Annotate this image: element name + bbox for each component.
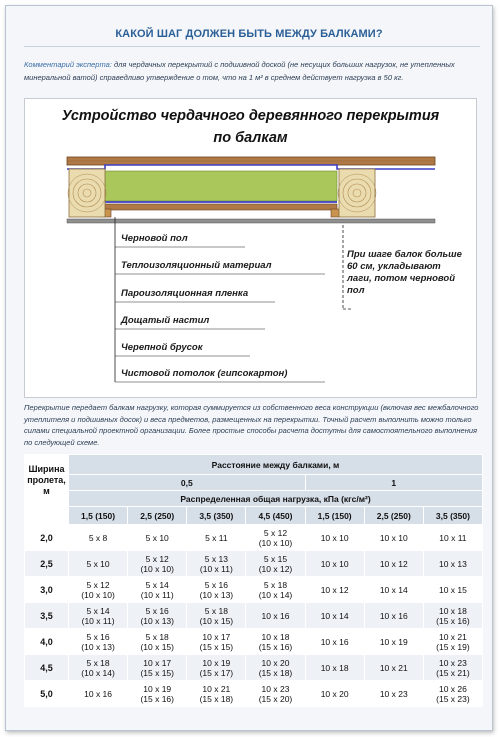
table-cell bbox=[128, 681, 187, 707]
layer-label-insulation: Теплоизоляционный материал bbox=[121, 260, 272, 271]
cell-line: 10 х 14 bbox=[379, 584, 408, 595]
cell-line: 5 х 14 bbox=[145, 579, 169, 590]
table-cell bbox=[128, 551, 187, 577]
cell-line: 5 х 18 bbox=[204, 605, 228, 616]
cell-line: (15 х 18) bbox=[258, 667, 293, 678]
side-note: При шаге балок больше 60 см, укладывают лаги, потом черновой пол bbox=[347, 249, 462, 296]
cell-line: 10 х 17 bbox=[143, 657, 172, 668]
table-cell bbox=[423, 577, 482, 603]
table-cell bbox=[364, 655, 423, 681]
table-cell bbox=[423, 603, 482, 629]
table-cell bbox=[246, 551, 305, 577]
cell-line: 5 х 8 bbox=[88, 532, 108, 543]
cell-line: 10 х 23 bbox=[379, 688, 408, 699]
spacing-header: Расстояние между балками, м bbox=[69, 455, 483, 475]
diagram-title-line2: по балкам bbox=[213, 130, 288, 146]
layer-label-ceiling: Чистовой потолок (гипсокартон) bbox=[121, 368, 288, 379]
load-column-header: 2,5 (250) bbox=[128, 507, 187, 525]
table-cell bbox=[128, 577, 187, 603]
cell-line: (10 х 11) bbox=[81, 615, 115, 626]
table-cell bbox=[364, 681, 423, 707]
layer-label-batten: Черепной брусок bbox=[121, 342, 203, 353]
expert-comment bbox=[24, 59, 484, 84]
table-cell bbox=[128, 655, 187, 681]
cell-line: 5 х 18 bbox=[263, 579, 288, 590]
cell-line: (15 х 19) bbox=[436, 641, 470, 652]
cell-line: 10 х 10 bbox=[320, 558, 349, 569]
page-title: КАКОЙ ШАГ ДОЛЖЕН БЫТЬ МЕЖДУ БАЛКАМИ? bbox=[115, 28, 383, 40]
cell-line: 10 х 15 bbox=[438, 584, 467, 595]
table-cell bbox=[423, 629, 482, 655]
cell-line: (10 х 12) bbox=[258, 563, 293, 574]
cell-line: 5 х 16 bbox=[86, 631, 110, 642]
table-cell bbox=[423, 551, 482, 577]
layer-label-decking: Дощатый настил bbox=[121, 315, 210, 326]
cell-line: 10 х 21 bbox=[202, 683, 231, 694]
table-cell bbox=[128, 629, 187, 655]
cell-line: 10 х 16 bbox=[320, 636, 349, 647]
cell-line: (15 х 16) bbox=[140, 693, 174, 704]
cell-line: 10 х 16 bbox=[379, 610, 408, 621]
cell-line: 5 х 18 bbox=[145, 631, 169, 642]
cell-line: 5 х 10 bbox=[145, 532, 169, 543]
cell-line: 10 х 13 bbox=[438, 558, 467, 569]
cell-line: (10 х 13) bbox=[199, 589, 234, 600]
spacing-value-05: 0,5 bbox=[69, 475, 306, 491]
beam-section-table bbox=[24, 454, 483, 707]
table-cell bbox=[364, 525, 423, 551]
load-column-blank bbox=[25, 507, 69, 525]
cell-line: 5 х 16 bbox=[145, 605, 169, 616]
diagram-title-line1: Устройство чердачного деревянного перекрытия bbox=[61, 108, 440, 124]
cell-line: 10 х 16 bbox=[84, 688, 113, 699]
load-header: Распределенная общая нагрузка, кПа (кгс/м²) bbox=[69, 491, 483, 507]
cell-line: (10 х 11) bbox=[199, 563, 233, 574]
table-row bbox=[25, 655, 483, 681]
span-value: 3,0 bbox=[25, 577, 69, 603]
cell-line: 10 х 14 bbox=[320, 610, 349, 621]
cell-line: (15 х 21) bbox=[436, 667, 470, 678]
table-cell bbox=[69, 551, 128, 577]
insulation-layer bbox=[105, 171, 337, 201]
floor-structure-diagram bbox=[24, 98, 477, 398]
table-cell bbox=[305, 629, 364, 655]
table-cell bbox=[246, 629, 305, 655]
table-cell bbox=[305, 577, 364, 603]
table-cell bbox=[187, 603, 246, 629]
table-cell bbox=[246, 577, 305, 603]
span-value: 2,5 bbox=[25, 551, 69, 577]
cell-line: (10 х 15) bbox=[199, 615, 234, 626]
cell-line: 5 х 16 bbox=[204, 579, 228, 590]
table-cell bbox=[187, 551, 246, 577]
table-cell bbox=[187, 655, 246, 681]
cell-line: (15 х 20) bbox=[258, 693, 293, 704]
cell-line: (10 х 14) bbox=[81, 667, 115, 678]
cell-line: 5 х 15 bbox=[263, 553, 288, 564]
cell-line: 10 х 23 bbox=[438, 657, 467, 668]
table-cell bbox=[305, 551, 364, 577]
table-cell bbox=[246, 603, 305, 629]
table-cell bbox=[305, 525, 364, 551]
cell-line: (15 х 16) bbox=[436, 615, 470, 626]
cell-line: 5 х 11 bbox=[205, 532, 228, 543]
cell-line: (15 х 15) bbox=[140, 667, 174, 678]
table-cell bbox=[69, 655, 128, 681]
cell-line: (15 х 17) bbox=[199, 667, 234, 678]
cell-line: (10 х 11) bbox=[140, 589, 174, 600]
cell-line: (10 х 10) bbox=[81, 589, 115, 600]
cell-line: 10 х 18 bbox=[261, 631, 290, 642]
table-row bbox=[25, 551, 483, 577]
load-column-header: 2,5 (250) bbox=[364, 507, 423, 525]
cell-line: 10 х 26 bbox=[438, 683, 467, 694]
table-cell bbox=[246, 525, 305, 551]
table-cell bbox=[187, 525, 246, 551]
cell-line: 10 х 10 bbox=[320, 532, 349, 543]
load-column-header: 1,5 (150) bbox=[69, 507, 128, 525]
table-row bbox=[25, 629, 483, 655]
cell-line: (10 х 10) bbox=[258, 537, 293, 548]
cell-line: 5 х 10 bbox=[86, 558, 110, 569]
cell-line: 10 х 11 bbox=[439, 532, 467, 543]
table-cell bbox=[364, 577, 423, 603]
table-cell bbox=[423, 681, 482, 707]
cell-line: 10 х 21 bbox=[379, 662, 408, 673]
cell-line: 10 х 18 bbox=[320, 662, 349, 673]
cell-line: 10 х 19 bbox=[379, 636, 408, 647]
span-header: Ширина пролета, м bbox=[25, 455, 69, 507]
span-value: 4,0 bbox=[25, 629, 69, 655]
load-column-row bbox=[25, 507, 483, 525]
load-column-header: 3,5 (350) bbox=[423, 507, 482, 525]
cell-line: (15 х 16) bbox=[258, 641, 293, 652]
cell-line: 10 х 18 bbox=[438, 605, 467, 616]
load-column-header: 4,5 (450) bbox=[246, 507, 305, 525]
table-cell bbox=[187, 577, 246, 603]
finish-ceiling bbox=[67, 219, 435, 223]
table-cell bbox=[69, 681, 128, 707]
table-cell bbox=[423, 655, 482, 681]
table-cell bbox=[364, 551, 423, 577]
cell-line: 10 х 23 bbox=[261, 683, 290, 694]
table-cell bbox=[364, 629, 423, 655]
cell-line: (15 х 18) bbox=[199, 693, 234, 704]
batten-right bbox=[331, 209, 339, 217]
cell-line: 10 х 12 bbox=[379, 558, 408, 569]
cell-line: 10 х 10 bbox=[379, 532, 408, 543]
expert-comment-lead: Комментарий эксперта: bbox=[24, 60, 112, 69]
table-cell bbox=[69, 629, 128, 655]
cell-line: 5 х 13 bbox=[204, 553, 228, 564]
cell-line: (10 х 15) bbox=[140, 641, 174, 652]
layer-label-vapor-barrier: Пароизоляционная пленка bbox=[121, 288, 249, 299]
cell-line: 5 х 12 bbox=[86, 579, 110, 590]
beam-right bbox=[338, 169, 376, 217]
cell-line: 5 х 18 bbox=[86, 657, 110, 668]
title-divider bbox=[24, 46, 480, 47]
table-cell bbox=[69, 577, 128, 603]
load-column-header: 1,5 (150) bbox=[305, 507, 364, 525]
cell-line: (10 х 13) bbox=[81, 641, 115, 652]
cell-line: 10 х 19 bbox=[143, 683, 172, 694]
cell-line: 10 х 12 bbox=[320, 584, 349, 595]
table-cell bbox=[187, 629, 246, 655]
layer-label-subfloor: Черновой пол bbox=[121, 233, 188, 244]
span-value: 2,0 bbox=[25, 525, 69, 551]
cell-line: 5 х 14 bbox=[86, 605, 110, 616]
table-cell bbox=[128, 525, 187, 551]
cell-line: 10 х 20 bbox=[261, 657, 290, 668]
spacing-value-1: 1 bbox=[305, 475, 482, 491]
cell-line: 10 х 20 bbox=[320, 688, 349, 699]
cell-line: (15 х 23) bbox=[436, 693, 470, 704]
span-value: 5,0 bbox=[25, 681, 69, 707]
table-cell bbox=[305, 681, 364, 707]
cell-line: 5 х 12 bbox=[263, 527, 288, 538]
table-row bbox=[25, 577, 483, 603]
table-cell bbox=[423, 525, 482, 551]
load-explanation: Перекрытие передает балкам нагрузку, которая суммируется из собственного веса конструкции (включая вес межбалочного утеплителя и подшивных досок) и веса предметов, размещенных на перекрытии. Точный расчет выполнить можно только силами специальной проектной организации. Более простые способы расчета доступны для самостоятельного выполнения по следующей схеме. bbox=[24, 403, 479, 447]
span-value: 4,5 bbox=[25, 655, 69, 681]
table-cell bbox=[364, 603, 423, 629]
expert-comment-text: для чердачных перекрытий с подшивной доской (не несущих больших нагрузок, не утепленных минеральной ватой) справедливо утверждение о том, что на 1 м² в среднем действует нагрузка в 50 кг. bbox=[24, 60, 455, 82]
beam-left bbox=[68, 169, 106, 217]
table-cell bbox=[128, 603, 187, 629]
cell-line: (10 х 10) bbox=[140, 563, 174, 574]
cell-line: (15 х 15) bbox=[199, 641, 234, 652]
cell-line: 10 х 17 bbox=[202, 631, 231, 642]
cell-line: (10 х 14) bbox=[258, 589, 293, 600]
table-cell bbox=[69, 525, 128, 551]
table-row bbox=[25, 681, 483, 707]
table-row bbox=[25, 603, 483, 629]
table-row bbox=[25, 525, 483, 551]
plank-decking bbox=[105, 204, 337, 210]
infographic-card bbox=[5, 5, 493, 731]
table-cell bbox=[69, 603, 128, 629]
top-membrane-line bbox=[67, 165, 435, 169]
load-column-header: 3,5 (350) bbox=[187, 507, 246, 525]
table-cell bbox=[305, 603, 364, 629]
cell-line: (10 х 13) bbox=[140, 615, 174, 626]
cell-line: 10 х 21 bbox=[438, 631, 467, 642]
cell-line: 5 х 12 bbox=[145, 553, 169, 564]
table-cell bbox=[246, 655, 305, 681]
table-cell bbox=[246, 681, 305, 707]
cell-line: 10 х 19 bbox=[202, 657, 231, 668]
table-cell bbox=[187, 681, 246, 707]
table-cell bbox=[305, 655, 364, 681]
cell-line: 10 х 16 bbox=[261, 610, 290, 621]
span-value: 3,5 bbox=[25, 603, 69, 629]
